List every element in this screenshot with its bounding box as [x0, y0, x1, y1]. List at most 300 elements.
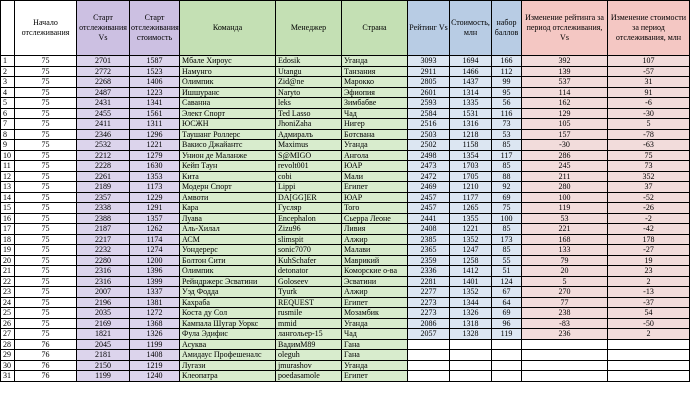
cell-rating-change[interactable]: 53: [522, 213, 608, 224]
cell-cost[interactable]: 1705: [450, 171, 492, 182]
cell-rating-change[interactable]: 162: [522, 98, 608, 109]
cell-start[interactable]: 75: [15, 213, 77, 224]
cell-cost[interactable]: 1401: [450, 276, 492, 287]
cell-cost-change[interactable]: -26: [608, 203, 690, 214]
cell-manager[interactable]: JhoniZaha: [276, 119, 342, 130]
cell-rating-change[interactable]: 114: [522, 87, 608, 98]
cell-start-vs[interactable]: 2431: [77, 98, 130, 109]
cell-rating-change[interactable]: 139: [522, 66, 608, 77]
table-row[interactable]: [1, 360, 690, 371]
cell-cost[interactable]: [450, 360, 492, 371]
cell-points[interactable]: 100: [492, 213, 522, 224]
cell-cost[interactable]: 1466: [450, 66, 492, 77]
cell-cost[interactable]: [450, 350, 492, 361]
cell-start-vs[interactable]: 2045: [77, 339, 130, 350]
cell-start-cost[interactable]: 1337: [130, 287, 180, 298]
table-row[interactable]: [1, 77, 690, 88]
cell-team[interactable]: Унион де Маланже: [180, 150, 276, 161]
cell-start-vs[interactable]: 2532: [77, 140, 130, 151]
cell-cost[interactable]: 1177: [450, 192, 492, 203]
cell-cost[interactable]: 1352: [450, 287, 492, 298]
row-index[interactable]: 13: [1, 182, 15, 193]
cell-start[interactable]: 76: [15, 350, 77, 361]
cell-start-cost[interactable]: 1199: [130, 339, 180, 350]
cell-rating-change[interactable]: 238: [522, 308, 608, 319]
cell-start-cost[interactable]: 1279: [130, 150, 180, 161]
cell-manager[interactable]: лангольер-15: [276, 329, 342, 340]
row-index[interactable]: 16: [1, 213, 15, 224]
cell-start-vs[interactable]: 2189: [77, 182, 130, 193]
cell-manager[interactable]: Lippi: [276, 182, 342, 193]
cell-country[interactable]: Малави: [342, 245, 408, 256]
cell-cost-change[interactable]: -37: [608, 297, 690, 308]
cell-start-cost[interactable]: 1381: [130, 297, 180, 308]
table-row[interactable]: [1, 318, 690, 329]
cell-rating[interactable]: 2472: [408, 171, 450, 182]
cell-start-vs[interactable]: 1199: [77, 371, 130, 382]
cell-rating[interactable]: [408, 339, 450, 350]
cell-manager[interactable]: slimspit: [276, 234, 342, 245]
cell-team[interactable]: Кампала Шугар Уоркс: [180, 318, 276, 329]
cell-rating[interactable]: 2086: [408, 318, 450, 329]
cell-points[interactable]: 85: [492, 224, 522, 235]
cell-rating[interactable]: 2911: [408, 66, 450, 77]
cell-cost[interactable]: 1314: [450, 87, 492, 98]
cell-start-cost[interactable]: 1274: [130, 245, 180, 256]
row-index[interactable]: 12: [1, 171, 15, 182]
cell-start-vs[interactable]: 2411: [77, 119, 130, 130]
cell-start-cost[interactable]: 1272: [130, 308, 180, 319]
cell-cost[interactable]: 1355: [450, 213, 492, 224]
row-index[interactable]: 27: [1, 329, 15, 340]
row-index[interactable]: 22: [1, 276, 15, 287]
cell-team[interactable]: Саванна: [180, 98, 276, 109]
cell-start[interactable]: 75: [15, 192, 77, 203]
cell-team[interactable]: Коста ду Сол: [180, 308, 276, 319]
cell-points[interactable]: 92: [492, 182, 522, 193]
cell-start-cost[interactable]: 1406: [130, 77, 180, 88]
cell-rating[interactable]: 2498: [408, 150, 450, 161]
cell-cost-change[interactable]: 352: [608, 171, 690, 182]
cell-team[interactable]: Олимпик: [180, 266, 276, 277]
cell-start[interactable]: 75: [15, 182, 77, 193]
row-index[interactable]: 24: [1, 297, 15, 308]
table-row[interactable]: [1, 329, 690, 340]
cell-rating-change[interactable]: -83: [522, 318, 608, 329]
cell-team[interactable]: АСМ: [180, 234, 276, 245]
cell-start-vs[interactable]: 2772: [77, 66, 130, 77]
cell-rating[interactable]: 2503: [408, 129, 450, 140]
cell-rating[interactable]: 2273: [408, 308, 450, 319]
row-index[interactable]: 10: [1, 150, 15, 161]
cell-start-vs[interactable]: 2388: [77, 213, 130, 224]
cell-rating[interactable]: [408, 350, 450, 361]
cell-cost-change[interactable]: 19: [608, 255, 690, 266]
header-start-vs[interactable]: Старт отслеживания Vs: [77, 1, 130, 56]
table-row[interactable]: [1, 171, 690, 182]
cell-start-cost[interactable]: 1408: [130, 350, 180, 361]
cell-start-vs[interactable]: 2228: [77, 161, 130, 172]
cell-points[interactable]: [492, 339, 522, 350]
cell-start-cost[interactable]: 1229: [130, 192, 180, 203]
cell-start-vs[interactable]: 2007: [77, 287, 130, 298]
header-manager[interactable]: Менеджер: [276, 1, 342, 56]
cell-start-vs[interactable]: 2316: [77, 276, 130, 287]
row-index[interactable]: 31: [1, 371, 15, 382]
cell-manager[interactable]: Maximus: [276, 140, 342, 151]
cell-manager[interactable]: mmid: [276, 318, 342, 329]
cell-team[interactable]: Мбале Хироус: [180, 56, 276, 67]
table-row[interactable]: [1, 224, 690, 235]
cell-rating[interactable]: 2277: [408, 287, 450, 298]
cell-cost[interactable]: 1316: [450, 119, 492, 130]
cell-points[interactable]: 56: [492, 98, 522, 109]
cell-start-cost[interactable]: 1357: [130, 213, 180, 224]
cell-country[interactable]: Ангола: [342, 150, 408, 161]
cell-rating-change[interactable]: 245: [522, 161, 608, 172]
row-index[interactable]: 28: [1, 339, 15, 350]
cell-points[interactable]: 173: [492, 234, 522, 245]
cell-country[interactable]: Египет: [342, 182, 408, 193]
row-index[interactable]: 19: [1, 245, 15, 256]
cell-country[interactable]: Чад: [342, 329, 408, 340]
cell-manager[interactable]: Zid@ne: [276, 77, 342, 88]
cell-rating-change[interactable]: [522, 360, 608, 371]
cell-country[interactable]: Уганда: [342, 56, 408, 67]
row-index[interactable]: 11: [1, 161, 15, 172]
cell-start-vs[interactable]: 2487: [77, 87, 130, 98]
cell-rating-change[interactable]: [522, 339, 608, 350]
header-country[interactable]: Страна: [342, 1, 408, 56]
cell-country[interactable]: Зимбабве: [342, 98, 408, 109]
cell-cost-change[interactable]: -52: [608, 192, 690, 203]
cell-rating[interactable]: 2502: [408, 140, 450, 151]
cell-cost-change[interactable]: -50: [608, 318, 690, 329]
cell-cost-change[interactable]: 5: [608, 119, 690, 130]
cell-country[interactable]: ЮАР: [342, 192, 408, 203]
cell-points[interactable]: 124: [492, 276, 522, 287]
table-row[interactable]: [1, 245, 690, 256]
table-row[interactable]: [1, 266, 690, 277]
cell-points[interactable]: 117: [492, 150, 522, 161]
cell-start-cost[interactable]: 1173: [130, 182, 180, 193]
cell-team[interactable]: Рейндржерс Эсватини: [180, 276, 276, 287]
cell-cost-change[interactable]: -2: [608, 213, 690, 224]
cell-rating[interactable]: 2281: [408, 276, 450, 287]
cell-cost[interactable]: 1247: [450, 245, 492, 256]
cell-cost[interactable]: 1318: [450, 318, 492, 329]
cell-start-vs[interactable]: 2217: [77, 234, 130, 245]
cell-start[interactable]: 75: [15, 171, 77, 182]
header-cost[interactable]: Стоимость, млн: [450, 1, 492, 56]
row-index[interactable]: 6: [1, 108, 15, 119]
cell-cost[interactable]: 1694: [450, 56, 492, 67]
cell-start[interactable]: 75: [15, 318, 77, 329]
cell-rating-change[interactable]: 270: [522, 287, 608, 298]
cell-points[interactable]: 53: [492, 129, 522, 140]
cell-rating[interactable]: 2805: [408, 77, 450, 88]
header-start-cost[interactable]: Старт отслеживания стоимость: [130, 1, 180, 56]
cell-cost[interactable]: 1328: [450, 329, 492, 340]
cell-start-vs[interactable]: 2232: [77, 245, 130, 256]
cell-start[interactable]: 75: [15, 140, 77, 151]
cell-manager[interactable]: Goloseev: [276, 276, 342, 287]
cell-start[interactable]: 76: [15, 360, 77, 371]
cell-start[interactable]: 75: [15, 87, 77, 98]
cell-rating-change[interactable]: 20: [522, 266, 608, 277]
cell-cost-change[interactable]: -6: [608, 98, 690, 109]
table-row[interactable]: [1, 119, 690, 130]
cell-start-vs[interactable]: 2261: [77, 171, 130, 182]
cell-start-vs[interactable]: 2212: [77, 150, 130, 161]
cell-start-cost[interactable]: 1219: [130, 360, 180, 371]
cell-rating-change[interactable]: 392: [522, 56, 608, 67]
cell-start-cost[interactable]: 1221: [130, 140, 180, 151]
table-row[interactable]: [1, 371, 690, 382]
cell-points[interactable]: 51: [492, 266, 522, 277]
cell-start[interactable]: 76: [15, 339, 77, 350]
cell-start[interactable]: 75: [15, 224, 77, 235]
cell-cost-change[interactable]: 54: [608, 308, 690, 319]
cell-start[interactable]: 75: [15, 276, 77, 287]
cell-country[interactable]: Танзания: [342, 66, 408, 77]
row-index[interactable]: 30: [1, 360, 15, 371]
cell-points[interactable]: 99: [492, 77, 522, 88]
cell-start-cost[interactable]: 1368: [130, 318, 180, 329]
cell-rating[interactable]: 2469: [408, 182, 450, 193]
cell-team[interactable]: Кита: [180, 171, 276, 182]
cell-manager[interactable]: Гусляр: [276, 203, 342, 214]
cell-team[interactable]: Олимпик: [180, 77, 276, 88]
cell-country[interactable]: Египет: [342, 371, 408, 382]
cell-cost-change[interactable]: -30: [608, 108, 690, 119]
row-index[interactable]: 8: [1, 129, 15, 140]
cell-rating-change[interactable]: 168: [522, 234, 608, 245]
cell-start-cost[interactable]: 1296: [130, 129, 180, 140]
cell-start-vs[interactable]: 2280: [77, 255, 130, 266]
cell-cost-change[interactable]: [608, 339, 690, 350]
table-row[interactable]: [1, 339, 690, 350]
cell-manager[interactable]: Edosik: [276, 56, 342, 67]
cell-start-vs[interactable]: 2338: [77, 203, 130, 214]
cell-start-vs[interactable]: 2187: [77, 224, 130, 235]
cell-cost[interactable]: 1265: [450, 203, 492, 214]
cell-rating-change[interactable]: 119: [522, 203, 608, 214]
cell-start[interactable]: 75: [15, 119, 77, 130]
row-index[interactable]: 1: [1, 56, 15, 67]
cell-cost[interactable]: 1437: [450, 77, 492, 88]
table-row[interactable]: [1, 255, 690, 266]
cell-points[interactable]: 69: [492, 308, 522, 319]
cell-start-cost[interactable]: 1353: [130, 171, 180, 182]
cell-points[interactable]: [492, 371, 522, 382]
cell-cost[interactable]: [450, 339, 492, 350]
cell-rating-change[interactable]: 133: [522, 245, 608, 256]
cell-start-cost[interactable]: 1630: [130, 161, 180, 172]
cell-cost[interactable]: 1412: [450, 266, 492, 277]
cell-rating[interactable]: 3093: [408, 56, 450, 67]
cell-manager[interactable]: rusmile: [276, 308, 342, 319]
cell-rating-change[interactable]: [522, 350, 608, 361]
cell-start[interactable]: 76: [15, 371, 77, 382]
cell-start-cost[interactable]: 1223: [130, 87, 180, 98]
cell-start-vs[interactable]: 2196: [77, 297, 130, 308]
cell-start-vs[interactable]: 2035: [77, 308, 130, 319]
cell-start-cost[interactable]: 1341: [130, 98, 180, 109]
cell-cost-change[interactable]: 107: [608, 56, 690, 67]
cell-country[interactable]: Мали: [342, 171, 408, 182]
cell-start[interactable]: 75: [15, 297, 77, 308]
cell-cost[interactable]: 1531: [450, 108, 492, 119]
cell-team[interactable]: Ишшуранс: [180, 87, 276, 98]
cell-manager[interactable]: Zizu96: [276, 224, 342, 235]
cell-cost-change[interactable]: 31: [608, 77, 690, 88]
cell-points[interactable]: 116: [492, 108, 522, 119]
cell-team[interactable]: ЮСЖН: [180, 119, 276, 130]
cell-rating-change[interactable]: [522, 371, 608, 382]
header-rating-change[interactable]: Изменение рейтинга за период отслеживания, Vs: [522, 1, 608, 56]
cell-points[interactable]: 95: [492, 87, 522, 98]
cell-start[interactable]: 75: [15, 56, 77, 67]
row-index[interactable]: 14: [1, 192, 15, 203]
cell-country[interactable]: Маврикий: [342, 255, 408, 266]
cell-country[interactable]: Марокко: [342, 77, 408, 88]
table-row[interactable]: [1, 297, 690, 308]
cell-points[interactable]: 85: [492, 161, 522, 172]
cell-start[interactable]: 75: [15, 266, 77, 277]
cell-cost-change[interactable]: 37: [608, 182, 690, 193]
cell-country[interactable]: Чад: [342, 108, 408, 119]
header-rating[interactable]: Рейтинг Vs: [408, 1, 450, 56]
cell-country[interactable]: Уганда: [342, 360, 408, 371]
cell-team[interactable]: Асуква: [180, 339, 276, 350]
cell-country[interactable]: Сьерра Леоне: [342, 213, 408, 224]
table-row[interactable]: [1, 287, 690, 298]
cell-start-cost[interactable]: 1561: [130, 108, 180, 119]
cell-start-cost[interactable]: 1262: [130, 224, 180, 235]
cell-country[interactable]: Гана: [342, 339, 408, 350]
cell-points[interactable]: 75: [492, 203, 522, 214]
cell-cost-change[interactable]: -13: [608, 287, 690, 298]
cell-cost-change[interactable]: [608, 371, 690, 382]
cell-rating-change[interactable]: 100: [522, 192, 608, 203]
cell-cost-change[interactable]: 23: [608, 266, 690, 277]
cell-start-cost[interactable]: 1240: [130, 371, 180, 382]
cell-cost[interactable]: 1335: [450, 98, 492, 109]
cell-points[interactable]: 85: [492, 245, 522, 256]
cell-cost-change[interactable]: -42: [608, 224, 690, 235]
cell-country[interactable]: Эсватини: [342, 276, 408, 287]
row-index[interactable]: 18: [1, 234, 15, 245]
cell-manager[interactable]: oleguh: [276, 350, 342, 361]
table-row[interactable]: [1, 108, 690, 119]
table-row[interactable]: [1, 150, 690, 161]
cell-cost[interactable]: 1703: [450, 161, 492, 172]
table-row[interactable]: [1, 234, 690, 245]
cell-points[interactable]: 96: [492, 318, 522, 329]
cell-rating[interactable]: 2584: [408, 108, 450, 119]
cell-start[interactable]: 75: [15, 98, 77, 109]
cell-rating[interactable]: 2473: [408, 161, 450, 172]
cell-manager[interactable]: REQUEST: [276, 297, 342, 308]
cell-start-vs[interactable]: 2316: [77, 266, 130, 277]
cell-cost[interactable]: 1158: [450, 140, 492, 151]
cell-team[interactable]: Уэд Фодда: [180, 287, 276, 298]
cell-points[interactable]: 119: [492, 329, 522, 340]
cell-start[interactable]: 75: [15, 161, 77, 172]
row-index[interactable]: 25: [1, 308, 15, 319]
cell-manager[interactable]: ВадимМ89: [276, 339, 342, 350]
cell-cost[interactable]: 1258: [450, 255, 492, 266]
cell-rating-change[interactable]: 157: [522, 129, 608, 140]
cell-start[interactable]: 75: [15, 255, 77, 266]
cell-start-vs[interactable]: 2181: [77, 350, 130, 361]
cell-team[interactable]: Намунго: [180, 66, 276, 77]
cell-rating[interactable]: 2385: [408, 234, 450, 245]
cell-country[interactable]: ЮАР: [342, 161, 408, 172]
cell-rating-change[interactable]: 79: [522, 255, 608, 266]
cell-start[interactable]: 75: [15, 150, 77, 161]
table-row[interactable]: [1, 192, 690, 203]
cell-rating[interactable]: 2057: [408, 329, 450, 340]
cell-manager[interactable]: Naryto: [276, 87, 342, 98]
cell-team[interactable]: Луава: [180, 213, 276, 224]
cell-manager[interactable]: KuhSchafer: [276, 255, 342, 266]
cell-team[interactable]: Амвоти: [180, 192, 276, 203]
header-points[interactable]: набор баллов: [492, 1, 522, 56]
cell-country[interactable]: Ботсвана: [342, 129, 408, 140]
cell-rating-change[interactable]: 77: [522, 297, 608, 308]
cell-start-cost[interactable]: 1587: [130, 56, 180, 67]
cell-rating-change[interactable]: -30: [522, 140, 608, 151]
cell-country[interactable]: Того: [342, 203, 408, 214]
row-index[interactable]: 17: [1, 224, 15, 235]
row-index[interactable]: 26: [1, 318, 15, 329]
cell-start-vs[interactable]: 2150: [77, 360, 130, 371]
table-row[interactable]: [1, 129, 690, 140]
cell-manager[interactable]: detonator: [276, 266, 342, 277]
cell-start[interactable]: 75: [15, 287, 77, 298]
cell-start-vs[interactable]: 2701: [77, 56, 130, 67]
cell-points[interactable]: 67: [492, 287, 522, 298]
row-index[interactable]: 29: [1, 350, 15, 361]
cell-rating-change[interactable]: 537: [522, 77, 608, 88]
cell-rating[interactable]: 2457: [408, 203, 450, 214]
header-cost-change[interactable]: Изменение стоимости за период отслеживания, млн: [608, 1, 690, 56]
row-index[interactable]: 2: [1, 66, 15, 77]
cell-cost[interactable]: 1352: [450, 234, 492, 245]
cell-rating[interactable]: 2359: [408, 255, 450, 266]
cell-cost-change[interactable]: -63: [608, 140, 690, 151]
cell-country[interactable]: Ливия: [342, 224, 408, 235]
table-row[interactable]: [1, 161, 690, 172]
cell-rating[interactable]: 2593: [408, 98, 450, 109]
cell-team[interactable]: Модерн Спорт: [180, 182, 276, 193]
cell-team[interactable]: Уондерерс: [180, 245, 276, 256]
row-index[interactable]: 23: [1, 287, 15, 298]
cell-start-vs[interactable]: 2346: [77, 129, 130, 140]
row-index[interactable]: 21: [1, 266, 15, 277]
row-index[interactable]: 5: [1, 98, 15, 109]
cell-start[interactable]: 75: [15, 234, 77, 245]
cell-team[interactable]: Болтон Сити: [180, 255, 276, 266]
cell-start[interactable]: 75: [15, 308, 77, 319]
cell-country[interactable]: Алжир: [342, 234, 408, 245]
cell-cost-change[interactable]: 2: [608, 329, 690, 340]
cell-rating[interactable]: 2365: [408, 245, 450, 256]
cell-start-cost[interactable]: 1291: [130, 203, 180, 214]
cell-start-vs[interactable]: 2169: [77, 318, 130, 329]
